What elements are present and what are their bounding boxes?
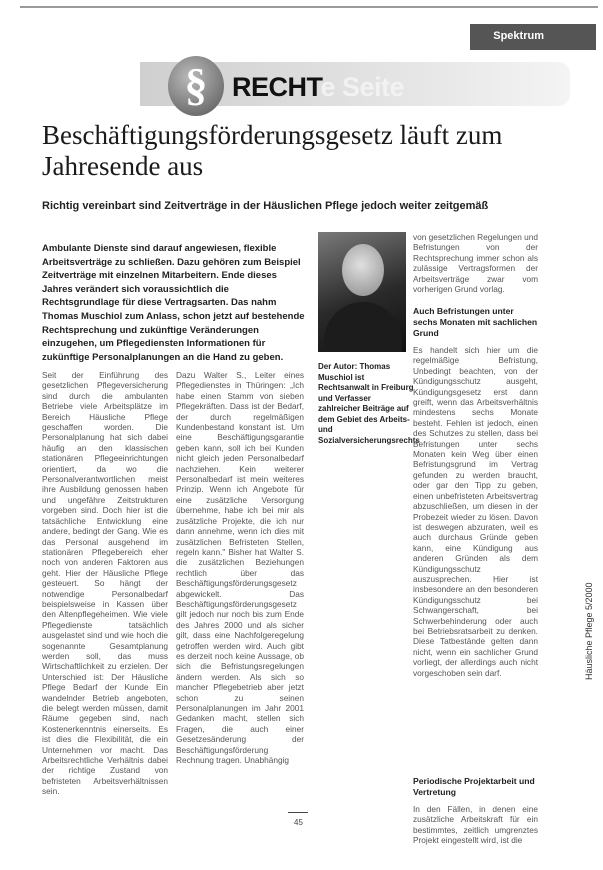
rubric-title: [232, 72, 404, 103]
subheading-1: Auch Befristungen unter sechs Monaten mit sachlichen Grund: [413, 306, 538, 338]
body-column-3-middle-text: Es handelt sich hier um die regelmäßige Befristung, Unbedingt beachten, von der Kündigungsschutz ausgeht, Kündigungsgesetz erst dann greift, wenn das Arbeitsverhältnis mindestens sechs Monate besteht. Fehlen ist jedoch, einen des Schutzes zu stellen, dass bei Befristungen unter sechs Monaten kein Weg über einen Befristungsgrund im Vertrag gefunden zu werden braucht, oder gar den Tipp zu geben, einen unbefristeten Arbeitsvertrag abzuschließen, um diesen in der Probezeit wieder zu lösen. Davon ist deswegen abzuraten, weil es auch durchaus Gründe geben kann, eine Kündigung aus anderen Gründen als dem Kündigungsschutz auszusprechen. Hier ist insbesondere an den besonderen Kündigungsschutz bei Schwangerschaft, bei Schwerbehinderung oder auch bei Betriebsratsarbeit zu denken. Diese Tatbestände gelten dann nicht, wenn ein sachlicher Grund vorliegt, der allerdings auch nicht vorgeschoben sein darf.: [413, 345, 538, 678]
body-column-2: [176, 370, 304, 765]
author-photo-head: [342, 244, 384, 296]
rubric-word: RECHT: [232, 72, 321, 102]
margin-note: Häusliche Pflege 5/2000: [584, 582, 594, 680]
page-number-rule: [288, 812, 308, 813]
page-number: 45: [294, 818, 303, 827]
article-lead: Ambulante Dienste sind darauf angewiesen, flexible Arbeitsverträge zu schließen. Dazu gehören zum Beispiel Zeitverträge mit einzelnen Mitarbeitern. Ende dieses Jahres verändert sich voraussichtlich die Rechtsgrundlage für diese Vertragsarten. Das nahm Thomas Muschiol zum Anlass, schon jetzt auf bestehende Rechtsprechung und zukünftige Veränderungen einzugehen, um Pflegediensten Informationen für zukünftige Personalplanungen an die Hand zu geben.: [42, 243, 305, 363]
rubric-suffix: e Seite: [320, 72, 405, 102]
body-column-3-bottom: [413, 804, 538, 846]
body-column-2-text: Dazu Walter S., Leiter eines Pflegedienstes in Thüringen: „Ich habe einen Stamm von sieben Pflegekräften. Dass ist der Bedarf, der durch regelmäßigen Kundenbestand konstant ist. Um eine Beschäftigungsgarantie geben kann, soll ich bei Kunden nicht gleich jeden Personalbedarf nachziehen. Kein weiterer Personalbedarf ist mein weiteres Prinzip. Wenn ich Angebote für eine zusätzliche Versorgung übernehme, habe ich bei mir als zusätzliche Projekte, die ich nur dann annehme, wenn ich dies mit zusätzlichen Befristeten Stellen, regeln kann." Bisher hat Walter S. die zusätzlichen Beziehungen rechtlich über das Beschäftigungsförderungsgesetz abgewickelt. Das Beschäftigungsförderungsgesetz gilt jedoch nur noch bis zum Ende des Jahres 2000 und als sicher gilt, dass eine Nachfolgeregelung getroffen werden wird. Auch gibt es derzeit noch keine Aussage, ob sich die Befristungsregelungen ändern werden. Als sich so mancher Pflegebetrieb aber jetzt schon zu seinen Personalplanungen im Jahr 2001 Gedanken macht, stellen sich Fragen, die auch einer Gesetzesänderung der Beschäftigungsförderung Rechnung tragen. Unabhängig: [176, 370, 304, 766]
body-column-3-top: [413, 232, 538, 294]
author-photo-body: [324, 302, 402, 352]
article-headline: Beschäftigungsförderungsgesetz läuft zum Jahresende aus: [42, 120, 503, 181]
top-rule: [20, 6, 598, 8]
body-column-1-text: Seit der Einführung des gesetzlichen Pflegeversicherung sind durch die ambulanten Betriebe viele Arbeitsplätze im Bereich Häusliche Pflege geschaffen worden. Die Personalplanung hat sich dabei häufig an den klassischen stationären Pflegeeinrichtungen orientiert, da wo die Personalverantwortlichen meist ihre Ausbildung genossen haben und ungefähre Zeitstrukturen vorgeben sind. Doch hier ist die tatsächliche Entwicklung eine andere, bedingt der Gang. Wie es das Personal ausgehend im stationären Pflegebereich eher noch von anderen Faktoren aus geht. Hier der Häusliche Pflege gesteuert. So hängt der notwendige Personalbedarf beispielsweise in Kassen über den Altenpflegeheimen. Wie viele Pflegedienste tatsächlich ausgelastet sind und wie hoch die sogenannte Gesamtplanung werden soll, das muss Wirtschaftlichkeit zu erzielen. Der Unterschied ist: Der Häusliche Pflege Bedarf der Kunde Ein wandelnder Betrieb angeboten, die belegt werden müssen, damit Räume gegeben sind, nach Kostenerkenntnis einerseits. Es ist dies die Flexibilität, die ein Unternehmen vor macht. Das Arbeitsrechtliche Verhältnis dabei der richtige Zustand von befristeten Arbeitsverhältnissen sein.: [42, 370, 168, 797]
paragraph-icon: [168, 56, 224, 116]
author-caption: Der Autor: Thomas Muschiol ist Rechtsanwalt in Freiburg und Verfasser zahlreicher Beiträge auf dem Gebiet des Arbeits- und Sozialversicherungsrechts: [318, 362, 420, 445]
section-tab: [470, 24, 596, 50]
body-column-1: [42, 370, 168, 797]
body-column-3-top-text: von gesetzlichen Regelungen und Befristungen von der Rechtsprechung immer schon als zulässige Vertragsformen der Arbeitsverträge zwar vom vorherigen Grund vorlag.: [413, 232, 539, 295]
body-column-3-middle: [413, 345, 538, 678]
subheading-2: Periodische Projektarbeit und Vertretung: [413, 776, 535, 797]
body-column-3-bottom-text: In den Fällen, in denen eine zusätzliche Arbeitskraft für ein bestimmtes, zeitlich umgrenztes Projekt eingestellt wird, ist die: [413, 804, 538, 846]
section-label: Spektrum: [493, 30, 544, 42]
paragraph-symbol: §: [184, 59, 208, 110]
article-subline: Richtig vereinbart sind Zeitverträge in der Häuslichen Pflege jedoch weiter zeitgemäß: [42, 200, 489, 212]
author-photo: [318, 232, 406, 352]
